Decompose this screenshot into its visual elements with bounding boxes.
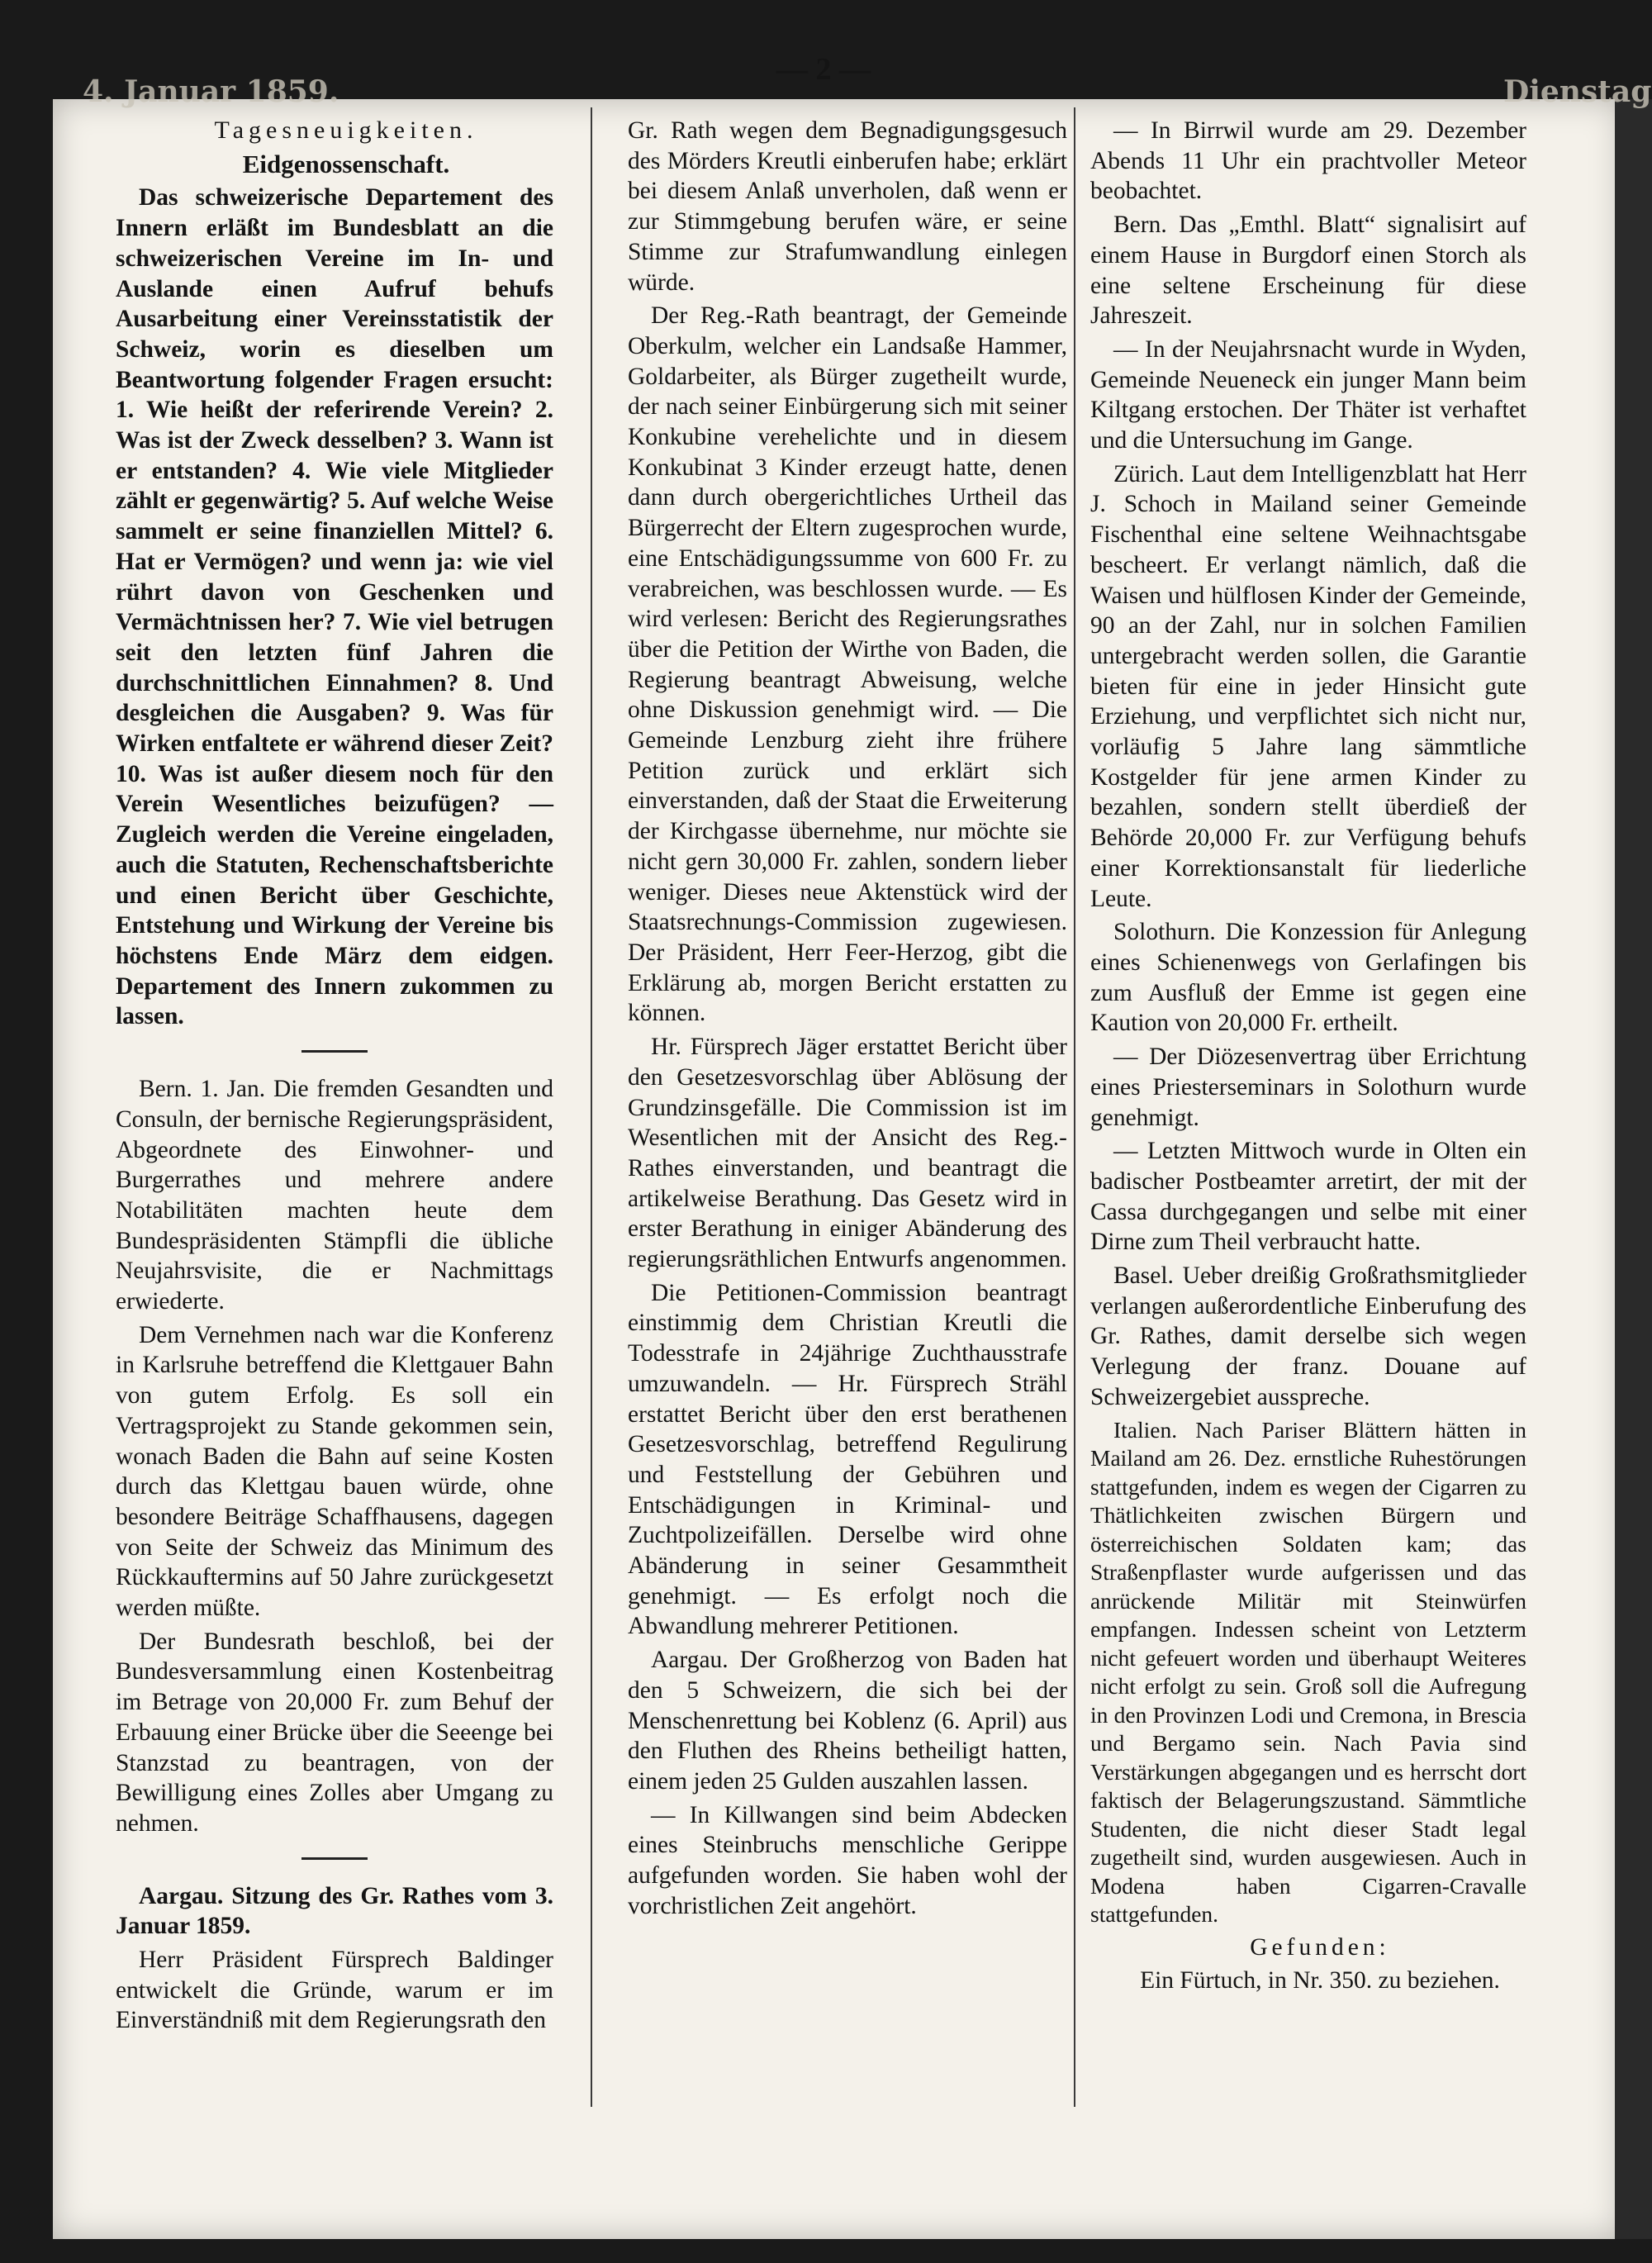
separator-rule [301,1050,368,1053]
article-paragraph: Der Bundesrath beschloß, bei der Bundesversammlung einen Kostenbeitrag im Betrage von 20,000 Fr. zum Behuf der Erbauung einer Brücke über die Seeenge bei Stanzstad zu beantragen, von der Bewilligung eines Zolles aber Umgang zu nehmen. [116,1628,553,1837]
column-1 [116,116,553,2039]
article-paragraph: Hr. Fürsprech Jäger erstattet Bericht über den Gesetzesvorschlag über Ablösung der Grundzinsgefälle. Die Commission ist im Wesentlichen mit der Ansicht des Reg.-Rathes einverstanden, und beantragt die artikelweise Berathung. Das Gesetz wird in erster Berathung in einiger Abänderung des regierungsräthlichen Entwurfs angenommen. [628,1034,1067,1273]
article-paragraph: Das schweizerische Departement des Innern erläßt im Bundesblatt an die schweizerischen Vereine im In- und Auslande einen Aufruf behufs Ausarbeitung einer Vereinsstatistik der Schweiz, worin es dieselben um Beantwortung folgender Fragen ersucht: 1. Wie heißt der referirende Verein? 2. Was ist der Zweck desselben? 3. Wann ist er entstanden? 4. Wie viele Mitglieder zählt er gegenwärtig? 5. Auf welche Weise sammelt er seine finanziellen Mittel? 6. Hat er Vermögen? und wenn ja: wie viel rührt davon von Geschenken und Vermächtnissen her? 7. Wie viel betrugen seit den letzten fünf Jahren die durchschnittlichen Einnahmen? 8. Und desgleichen die Ausgaben? 9. Was für Wirken entfaltete er während dieser Zeit? 10. Was ist außer diesem noch für den Verein Wesentliches beizufügen? — Zugleich werden die Vereine eingeladen, auch die Statuten, Rechenschaftsberichte und einen Bericht über Geschichte, Entstehung und Wirkung der Vereine bis höchstens Ende März dem eidgen. Departement des Innern zukommen zu lassen. [116,184,553,1030]
article-paragraph: Bern. 1. Jan. Die fremden Gesandten und Consuln, der bernische Regierungspräsident, Abgeordnete des Einwohner- und Burgerrathes und mehrere andere Notabilitäten machten heute dem Bundespräsidenten Stämpfli die übliche Neujahrsvisite, die er Nachmittags erwiederte. [116,1076,553,1315]
article-paragraph: Die Petitionen-Commission beantragt einstimmig dem Christian Kreutli die Todesstrafe in 24jährige Zuchthausstrafe umzuwandeln. — Hr. Fürsprech Strähl erstattet Bericht über den erst berathenen Gesetzesvorschlag, betreffend Regulirung und Feststellung der Gebühren und Entschädigungen in Kriminal- und Zuchtpolizeifällen. Derselbe wird ohne Abänderung in seiner Gesammtheit genehmigt. — Es erfolgt noch die Abwandlung mehrerer Petitionen. [628,1279,1067,1640]
article-paragraph: Dem Vernehmen nach war die Konferenz in Karlsruhe betreffend die Klettgauer Bahn von gutem Erfolg. Es soll ein Vertragsprojekt zu Stande gekommen sein, wonach Baden die Bahn auf seine Kosten durch das Klettgau bauen würde, ohne besondere Beiträge Schaffhausens, dagegen von Seite der Schweiz das Minimum des Rückkauftermins auf 50 Jahre zurückgesetzt werden müßte. [116,1321,553,1622]
article-paragraph: Bern. Das „Emthl. Blatt“ signalisirt auf einem Hause in Burgdorf einen Storch als eine seltene Erscheinung für diese Jahreszeit. [1090,212,1526,330]
separator-rule [301,1857,368,1860]
article-paragraph: Italien. Nach Pariser Blättern hätten in Mailand am 26. Dez. ernstliche Ruhestörungen stattgefunden, indem es wegen der Cigarren zu Thätlichkeiten zwischen Bürgern und österreichischen Soldaten kam; das Straßenpflaster wurde aufgerissen und das anrückende Militär mit Steinwürfen empfangen. Indessen scheint von Letzterm nicht gefeuert worden und überhaupt Weiteres nicht erfolgt zu sein. Groß soll die Aufregung in den Provinzen Lodi und Cremona, in Brescia und Bergamo sein. Nach Pavia sind Verstärkungen abgegangen und es herrscht dort faktisch der Belagerungszustand. Sämmtliche Studenten, die nicht dieser Stadt legal zugetheilt sind, wurden ausgewiesen. Auch in Modena haben Cigarren-Cravalle stattgefunden. [1090,1416,1526,1928]
page-edge [1615,99,1652,2239]
article-paragraph: Herr Präsident Fürsprech Baldinger entwickelt die Gründe, warum er im Einverständniß mit dem Regierungsrath den [116,1947,553,2034]
column-2 [628,116,1067,1924]
article-paragraph: Zürich. Laut dem Intelligenzblatt hat Herr J. Schoch in Mailand seiner Gemeinde Fischenthal eine seltene Weihnachtsgabe bescheert. Er verlangt nämlich, daß die Waisen und hülflosen Kinder der Gemeinde, 90 an der Zahl, nur in solchen Familien untergebracht werden sollen, die Garantie bieten für eine in jeder Hinsicht gute Erziehung, und verpflichtet sich nicht nur, vorläufig 5 Jahre lang sämmtliche Kostgelder für jene armen Kinder zu bezahlen, sondern stellt überdieß der Behörde 20,000 Fr. zur Verfügung behufs einer Korrektionsanstalt für liederliche Leute. [1090,460,1526,912]
article-paragraph: Solothurn. Die Konzession für Anlegung eines Schienenwegs von Gerlafingen bis zum Ausfluß der Emme ist gegen eine Kaution von 20,000 Fr. ertheilt. [1090,919,1526,1037]
article-paragraph: — Der Diözesenvertrag über Errichtung eines Priesterseminars in Solothurn wurde genehmigt. [1090,1044,1526,1131]
column-divider [591,107,592,2107]
article-paragraph: — In Killwangen sind beim Abdecken eines Steinbruchs menschliche Gerippe aufgefunden worden. Sie haben wohl der vorchristlichen Zeit angehört. [628,1801,1067,1919]
bleed-through-header-left: 4. Januar 1859. [83,74,339,109]
found-notice-title: Gefunden: [1250,1933,1390,1961]
column-divider [1074,107,1075,2107]
article-paragraph: — In der Neujahrsnacht wurde in Wyden, Gemeinde Neueneck ein junger Mann beim Kiltgang erstochen. Der Thäter ist verhaftet und die Untersuchung im Gange. [1090,335,1526,454]
article-paragraph: — In Birrwil wurde am 29. Dezember Abends 11 Uhr ein prachtvoller Meteor beobachtet. [1090,117,1526,205]
column-3 [1090,116,1526,1999]
found-notice-text: Ein Fürtuch, in Nr. 350. zu beziehen. [1140,1967,1500,1994]
article-paragraph: Der Reg.-Rath beantragt, der Gemeinde Oberkulm, welcher ein Landsaße Hammer, Goldarbeiter, als Bürger zugetheilt wurde, der nach seiner Einbürgerung sich mit seiner Konkubine verehelichte und in diesem Konkubinat 3 Kinder erzeugt hatte, denen dann durch obergerichtliches Urtheil das Bürgerrecht der Eltern zugesprochen wurde, eine Entschädigungssumme von 600 Fr. zu verabreichen, was beschlossen wurde. — Es wird verlesen: Bericht des Regierungsrathes über die Petition der Wirthe von Baden, die Regierung beantragt Abweisung, welche ohne Diskussion genehmigt wird. — Die Gemeinde Lenzburg zieht ihre frühere Petition zurück und erklärt sich einverstanden, daß der Staat die Erweiterung der Kirchgasse übernehme, nur möchte sie nicht gern 30,000 Fr. zahlen, sondern lieber weniger. Dieses neue Aktenstück wird der Staatsrechnungs-Commission zugewiesen. Der Präsident, Herr Feer-Herzog, gibt die Erklärung ab, morgen Bericht erstatten zu können. [628,302,1067,1027]
article-paragraph: — Letzten Mittwoch wurde in Olten ein badischer Postbeamter arretirt, der mit der Cassa durchgegangen und selbe mit einer Dirne zum Theil verbraucht hatte. [1090,1138,1526,1256]
article-paragraph: Gr. Rath wegen dem Begnadigungsgesuch des Mörders Kreutli einberufen habe; erklärt bei diesem Anlaß unverholen, daß wenn er zur Stimmgebung berufen wäre, er seine Stimme zur Strafumwandlung einlegen würde. [628,117,1067,296]
article-heading: Aargau. Sitzung des Gr. Rathes vom 3. Januar 1859. [116,1882,553,1940]
bleed-through-header-right: Dienstag [1503,74,1652,109]
section-title: Tagesneuigkeiten. [214,116,478,144]
article-paragraph: Aargau. Der Großherzog von Baden hat den 5 Schweizern, die sich bei der Menschenrettung bei Koblenz (6. April) aus den Fluthen des Rheins betheiligt hatten, einem jeden 25 Gulden auszahlen lassen. [628,1647,1067,1795]
sub-title: Eidgenossenschaft. [242,149,450,178]
article-paragraph: Basel. Ueber dreißig Großrathsmitglieder verlangen außerordentliche Einberufung des Gr. Rathes, damit derselbe sich wegen Verlegung der franz. Douane auf Schweizergebiet ausspreche. [1090,1262,1526,1410]
page-number: — 2 — [776,52,871,87]
